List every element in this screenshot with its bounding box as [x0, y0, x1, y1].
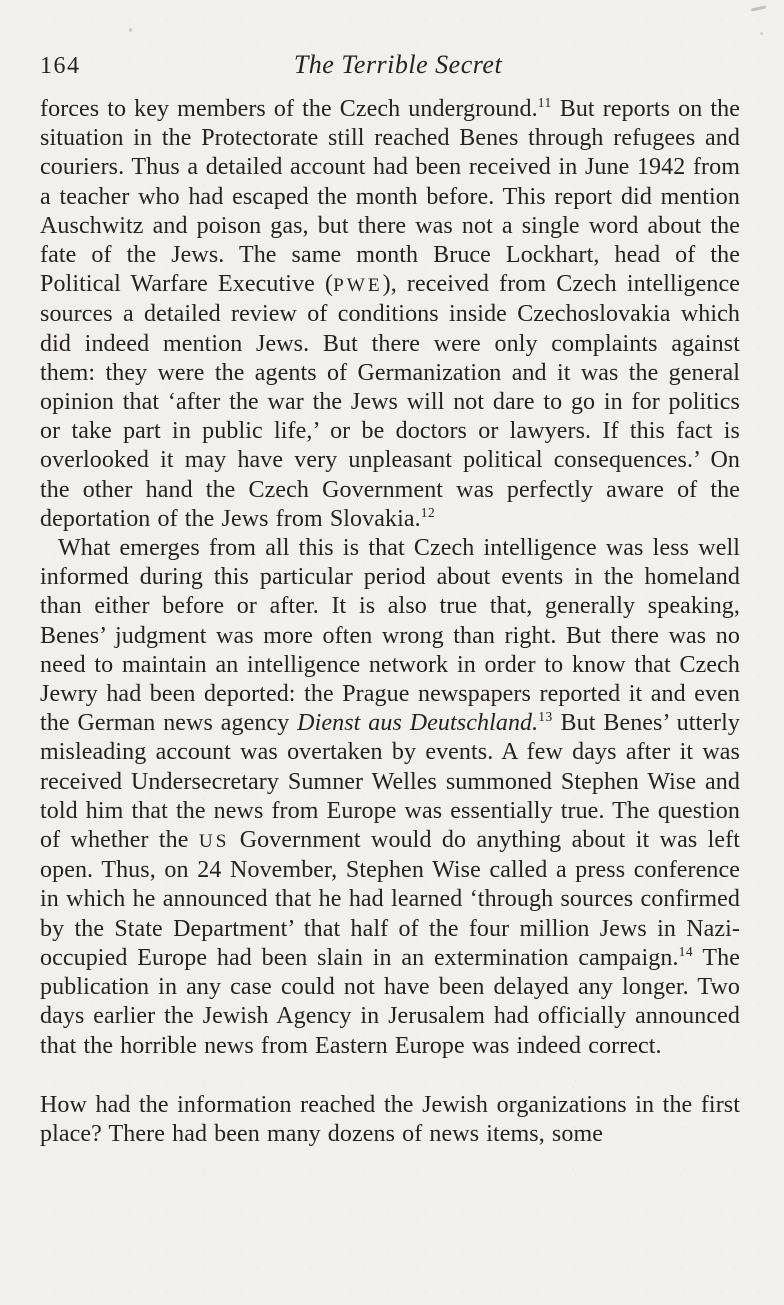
paragraph-how-had-information: [40, 1091, 740, 1149]
text-run: PWE: [333, 275, 383, 297]
paragraph-what-emerges: [40, 534, 740, 1061]
footnote-reference: 13: [538, 709, 553, 725]
print-speck: [760, 32, 763, 35]
page-body: [40, 95, 740, 1149]
footnote-reference: 14: [678, 943, 694, 959]
running-head: [40, 50, 740, 80]
text-run: US: [198, 831, 230, 853]
text-run: Dienst aus Deutschland.: [297, 710, 539, 737]
paragraph-czech-underground: [40, 95, 740, 534]
text-run: The publication in any case could not have been delayed any longer. Two days earlier the Jewish Agency in Jerusalem had officially announced that the horrible news from Eastern Europe was indeed correct.: [40, 944, 740, 1059]
text-run: But reports on the situation in the Protectorate still reached Benes through refugees and couriers. Thus a detailed account had been received in June 1942 from a teacher who had escaped the month before. This report did mention Auschwitz and poison gas, but there was not a single word about the fate of the Jews. The same month Bruce Lockhart, head of the Political Warfare Executive (: [40, 96, 740, 298]
text-run: But Benes’ utterly misleading account was overtaken by events. A few days after it was received Undersecretary Sumner Welles summoned Stephen Wise and told him that the news from Europe was essentially true. The question of whether the: [40, 710, 740, 854]
print-speck: [751, 5, 766, 11]
running-title: The Terrible Secret: [293, 50, 503, 79]
page-number: 164: [40, 53, 81, 79]
print-speck: [129, 28, 132, 32]
text-run: forces to key members of the Czech underground.: [40, 96, 538, 122]
text-run: What emerges from all this is that Czech intelligence was less well informed during this particular period about events in the homeland than either before or after. It is also true that, generally speaking, Benes’ judgment was more often wrong than right. But there was no need to maintain an intelligence network in order to know that Czech Jewry had been deported: the Prague newspapers reported it and even the German news agency: [40, 535, 740, 737]
text-run: How had the information reached the Jewish organizations in the first place? There had been many dozens of news items, some: [40, 1091, 740, 1147]
text-run: Government would do anything about it was left open. Thus, on 24 November, Stephen Wise called a press conference in which he announced that he had learned ‘through sources confirmed by the State Department’ that half of the four million Jews in Nazi-occupied Europe had been slain in an extermination campaign.: [40, 827, 740, 971]
footnote-reference: 11: [537, 95, 552, 110]
text-run: ), received from Czech intelligence sources a detailed review of conditions inside Czechoslovakia which did indeed mention Jews. But there were only complaints against them: they were the agents of Germanization and it was the general opinion that ‘after the war the Jews will not dare to go in for politics or take part in public life,’ or be doctors or lawyers. If this fact is overlooked it may have very unpleasant political consequences.’ On the other hand the Czech Government was perfectly aware of the deportation of the Jews from Slovakia.: [40, 271, 740, 532]
footnote-reference: 12: [420, 504, 436, 520]
